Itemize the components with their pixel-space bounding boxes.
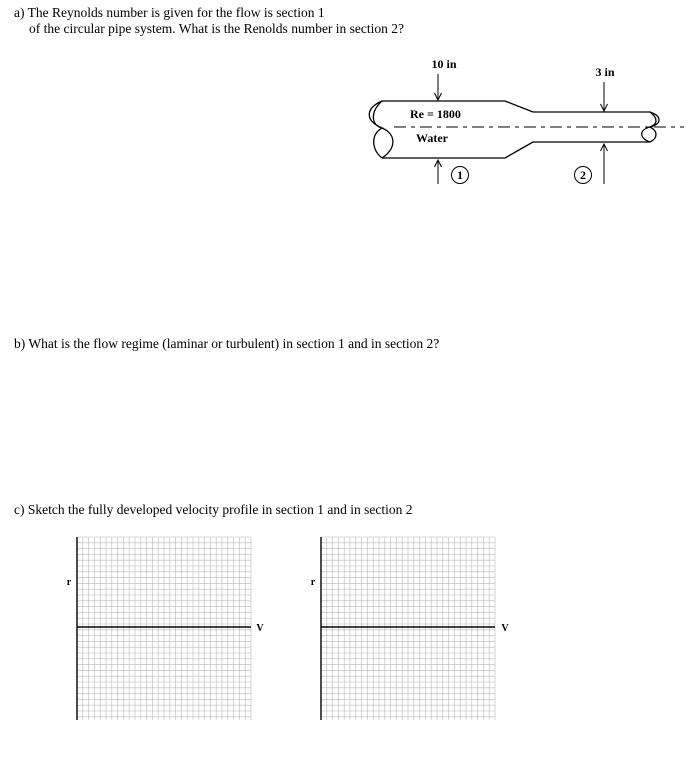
plot-1-r-axis-label: r: [66, 577, 72, 588]
question-a-line-1: a) The Reynolds number is given for the flow is section 1: [14, 5, 325, 20]
pipe-contraction-top: [505, 101, 533, 112]
plot-2-r-axis-label: r: [310, 577, 316, 588]
pipe-diagram: [369, 74, 684, 184]
plot-2-v-axis-label: V: [501, 623, 509, 634]
question-a-line-2: of the circular pipe system. What is the Renolds number in section 2?: [29, 21, 405, 36]
diameter-2-label: 3 in: [595, 65, 615, 79]
velocity-profile-grid-section-2: [321, 537, 495, 720]
fluid-label: Water: [416, 131, 448, 145]
pipe-contraction-bottom: [505, 142, 533, 158]
section-1-marker-label: 1: [457, 168, 463, 182]
plot-1-v-axis-label: V: [256, 623, 264, 634]
question-b: b) What is the flow regime (laminar or turbulent) in section 1 and in section 2?: [14, 336, 440, 351]
reynolds-number-label: Re = 1800: [410, 107, 461, 121]
question-c: c) Sketch the fully developed velocity profile in section 1 and in section 2: [14, 502, 413, 517]
diameter-1-label: 10 in: [431, 57, 457, 71]
pipe-left-break-inner: [373, 101, 382, 158]
pipe-left-break: [369, 101, 393, 158]
velocity-profile-grid-section-1: [77, 537, 251, 720]
section-2-marker-label: 2: [580, 168, 586, 182]
